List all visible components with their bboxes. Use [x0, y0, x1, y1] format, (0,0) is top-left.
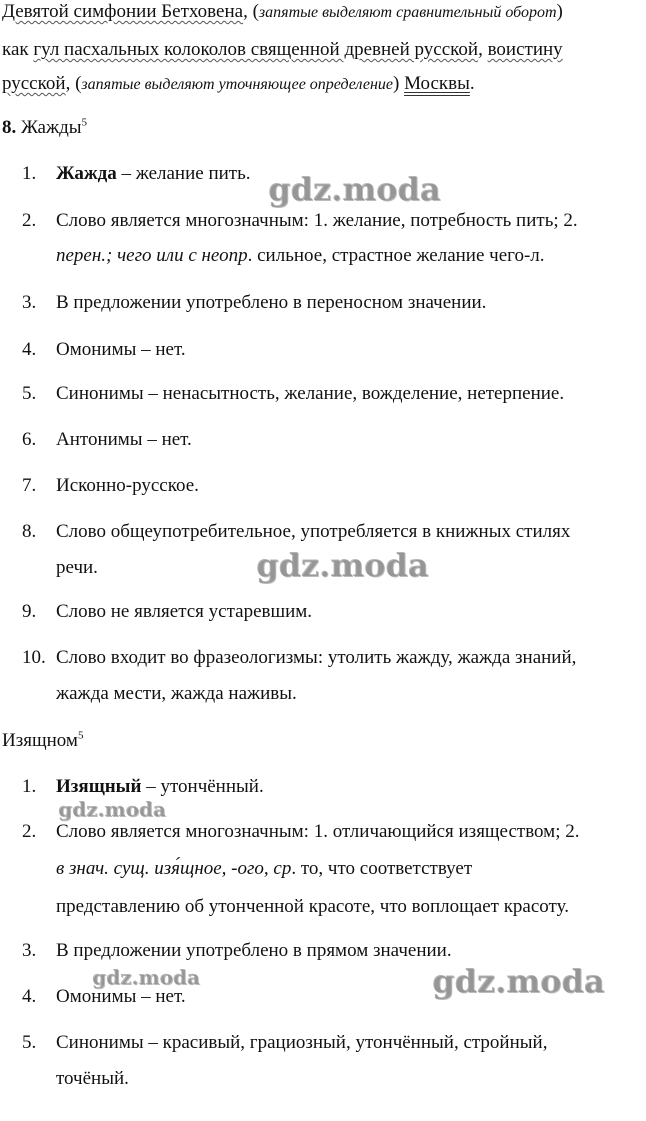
intro-line-1: [2, 0, 640, 25]
intro-word-voistinu: воистину: [487, 39, 563, 60]
item-text: Слово не является устаревшим.: [56, 601, 313, 622]
item-text: точёный.: [56, 1068, 129, 1089]
section-8-word: Жажды: [21, 117, 82, 138]
item-text: Слово является многозначным: 1. отличающийся изяществом; 2.: [56, 821, 580, 842]
section-8-number: 8.: [2, 117, 17, 138]
intro-phrase-beethoven: Девятой симфонии Бетховена: [2, 1, 244, 22]
list-item-continuation: [56, 1067, 642, 1091]
item-text: речи.: [56, 557, 98, 578]
list-item-continuation: [56, 682, 642, 706]
item-term: Изящный: [56, 776, 142, 797]
section-izyashch-footnote: 5: [77, 729, 84, 742]
item-number: 3.: [22, 940, 37, 961]
item-number: 5.: [22, 1032, 37, 1053]
section-8-heading: [2, 116, 87, 140]
intro-note-1: запятые выделяют сравнительный оборот: [258, 4, 557, 21]
item-text: В предложении употреблено в прямом значении.: [56, 940, 452, 961]
item-italic-text: перен.; чего или с неопр: [56, 245, 248, 266]
item-number: 2.: [22, 821, 37, 842]
item-text: представлению об утонченной красоте, что воплощает красоту.: [56, 896, 569, 917]
item-number: 2.: [22, 210, 37, 231]
watermark-logo: gdz.moda: [256, 546, 429, 584]
item-text: Синонимы – красивый, грациозный, утончённый, стройный,: [56, 1032, 548, 1053]
item-text: Слово является многозначным: 1. желание, потребность пить; 2.: [56, 210, 578, 231]
item-text: Омонимы – нет.: [56, 986, 186, 1007]
watermark-logo: gdz.moda: [268, 170, 441, 208]
item-text: . то, что соответствует: [291, 858, 473, 879]
item-number: 8.: [22, 521, 37, 542]
item-text: Синонимы – ненасытность, желание, вожделение, нетерпение.: [56, 383, 565, 404]
item-text: В предложении употреблено в переносном значении.: [56, 292, 487, 313]
intro-phrase-gul: гул пасхальных колоколов священной древней русской: [33, 39, 479, 60]
item-text: Антонимы – нет.: [56, 429, 192, 450]
section-izyashch-heading: [2, 729, 83, 753]
intro-word-russkoy: русской: [2, 73, 66, 94]
watermark-logo: gdz.moda: [432, 962, 605, 1000]
intro-punct: ): [556, 1, 563, 22]
item-text: Омонимы – нет.: [56, 339, 186, 360]
item-number: 9.: [22, 601, 37, 622]
intro-line-2: [2, 38, 640, 62]
list-item-continuation: [56, 895, 642, 919]
section-8-footnote: 5: [81, 116, 88, 129]
item-number: 10.: [22, 647, 46, 668]
list-item-continuation: [56, 857, 642, 881]
item-number: 7.: [22, 475, 37, 496]
intro-punct: ,: [478, 39, 488, 60]
item-number: 4.: [22, 986, 37, 1007]
item-term: Жажда: [56, 163, 117, 184]
watermark-logo: gdz.moda: [58, 797, 166, 821]
item-number: 1.: [22, 776, 37, 797]
intro-punct: , (: [243, 1, 259, 22]
intro-word-moskvy: Москвы: [404, 73, 470, 94]
item-number: 5.: [22, 383, 37, 404]
intro-word-kak: как: [2, 39, 34, 60]
intro-note-2: запятые выделяют уточняющее определение: [81, 76, 394, 93]
item-text: жажда мести, жажда наживы.: [56, 683, 297, 704]
intro-punct: ): [393, 73, 405, 94]
intro-line-3: [2, 72, 640, 97]
item-text: Исконно-русское.: [56, 475, 199, 496]
section-izyashch-word: Изящном: [2, 730, 78, 751]
item-italic-text: в знач. сущ. изя́щное, -ого, ср: [56, 858, 292, 879]
item-number: 1.: [22, 163, 37, 184]
item-number: 4.: [22, 339, 37, 360]
item-number: 6.: [22, 429, 37, 450]
item-text: Слово общеупотребительное, употребляется в книжных стилях: [56, 521, 571, 542]
watermark-logo: gdz.moda: [92, 965, 200, 989]
item-text: . сильное, страстное желание чего-л.: [247, 245, 545, 266]
list-item-continuation: [56, 244, 642, 268]
item-text: Слово входит во фразеологизмы: утолить жажду, жажда знаний,: [56, 647, 577, 668]
item-number: 3.: [22, 292, 37, 313]
intro-punct: , (: [65, 73, 82, 94]
item-text: – утончённый.: [141, 776, 264, 797]
intro-punct: .: [469, 73, 475, 94]
item-text: – желание пить.: [116, 163, 251, 184]
